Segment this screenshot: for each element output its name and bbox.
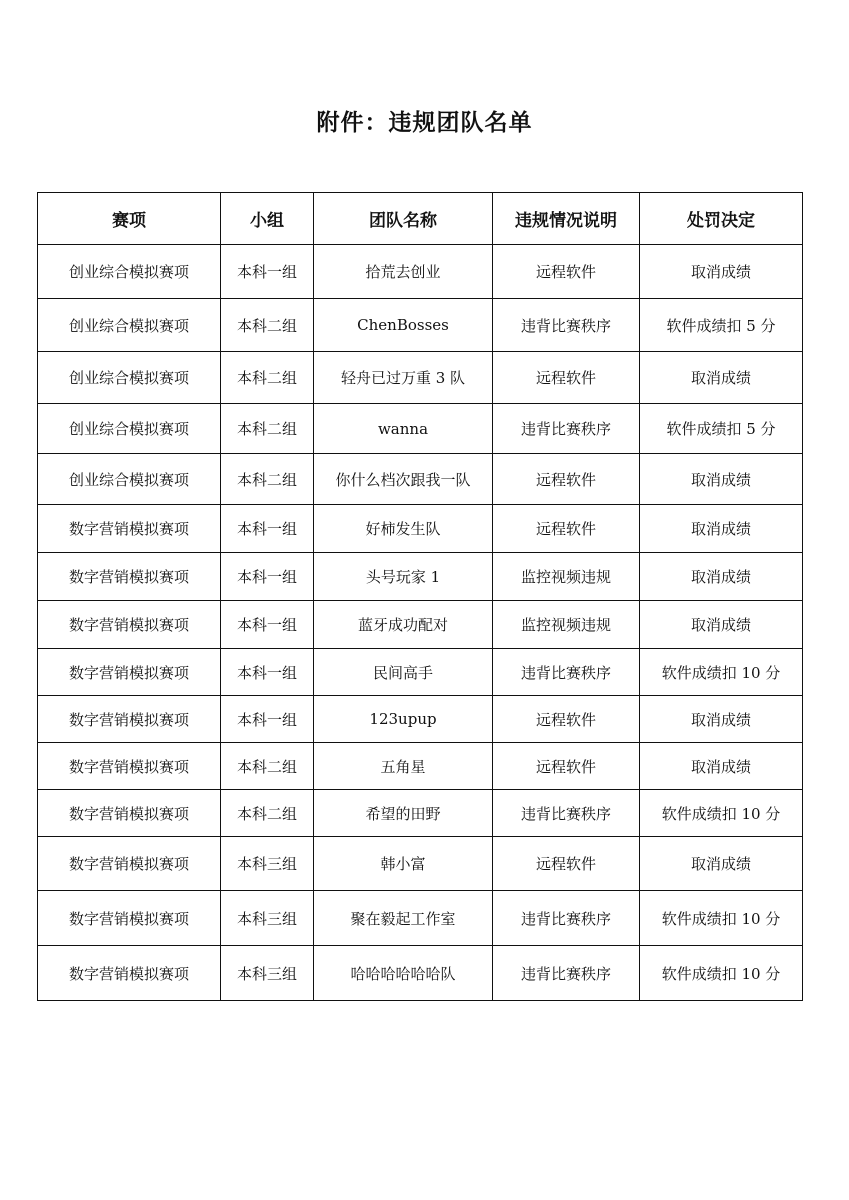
cell-violation: 违背比赛秩序 xyxy=(493,404,640,454)
cell-group: 本科一组 xyxy=(221,505,314,553)
table-row xyxy=(38,553,803,601)
cell-penalty: 取消成绩 xyxy=(640,837,803,891)
cell-team-name: 好柿发生队 xyxy=(314,505,493,553)
cell-violation: 远程软件 xyxy=(493,743,640,790)
cell-penalty: 软件成绩扣 10 分 xyxy=(640,649,803,696)
cell-team-name: 韩小富 xyxy=(314,837,493,891)
table-row xyxy=(38,837,803,891)
header-group: 小组 xyxy=(221,193,314,245)
cell-competition: 创业综合模拟赛项 xyxy=(38,299,221,352)
cell-team-name: 123upup xyxy=(314,696,493,743)
table-header xyxy=(38,193,803,245)
cell-violation: 远程软件 xyxy=(493,505,640,553)
cell-violation: 远程软件 xyxy=(493,696,640,743)
cell-group: 本科二组 xyxy=(221,404,314,454)
cell-penalty: 软件成绩扣 10 分 xyxy=(640,946,803,1001)
cell-penalty: 软件成绩扣 5 分 xyxy=(640,299,803,352)
cell-penalty: 软件成绩扣 10 分 xyxy=(640,790,803,837)
table-row xyxy=(38,404,803,454)
cell-violation: 远程软件 xyxy=(493,245,640,299)
cell-competition: 数字营销模拟赛项 xyxy=(38,553,221,601)
cell-penalty: 取消成绩 xyxy=(640,601,803,649)
cell-group: 本科一组 xyxy=(221,553,314,601)
cell-team-name: 头号玩家 1 xyxy=(314,553,493,601)
cell-violation: 远程软件 xyxy=(493,352,640,404)
cell-group: 本科一组 xyxy=(221,245,314,299)
cell-penalty: 取消成绩 xyxy=(640,454,803,505)
cell-group: 本科二组 xyxy=(221,352,314,404)
table-row xyxy=(38,601,803,649)
cell-violation: 违背比赛秩序 xyxy=(493,891,640,946)
cell-penalty: 取消成绩 xyxy=(640,696,803,743)
violating-teams-table xyxy=(37,192,803,1001)
cell-group: 本科一组 xyxy=(221,649,314,696)
cell-group: 本科二组 xyxy=(221,454,314,505)
cell-competition: 创业综合模拟赛项 xyxy=(38,404,221,454)
table-row xyxy=(38,454,803,505)
table-row xyxy=(38,299,803,352)
table-row xyxy=(38,696,803,743)
table-row xyxy=(38,352,803,404)
table-row xyxy=(38,505,803,553)
cell-violation: 远程软件 xyxy=(493,837,640,891)
header-violation: 违规情况说明 xyxy=(493,193,640,245)
cell-group: 本科二组 xyxy=(221,299,314,352)
table-row xyxy=(38,946,803,1001)
cell-team-name: 拾荒去创业 xyxy=(314,245,493,299)
cell-violation: 监控视频违规 xyxy=(493,553,640,601)
cell-team-name: 你什么档次跟我一队 xyxy=(314,454,493,505)
cell-competition: 数字营销模拟赛项 xyxy=(38,649,221,696)
cell-competition: 数字营销模拟赛项 xyxy=(38,946,221,1001)
header-penalty: 处罚决定 xyxy=(640,193,803,245)
table-row xyxy=(38,649,803,696)
cell-group: 本科三组 xyxy=(221,837,314,891)
cell-competition: 创业综合模拟赛项 xyxy=(38,245,221,299)
cell-team-name: 聚在毅起工作室 xyxy=(314,891,493,946)
cell-competition: 数字营销模拟赛项 xyxy=(38,601,221,649)
cell-team-name: 蓝牙成功配对 xyxy=(314,601,493,649)
cell-competition: 数字营销模拟赛项 xyxy=(38,891,221,946)
cell-penalty: 取消成绩 xyxy=(640,743,803,790)
cell-group: 本科三组 xyxy=(221,946,314,1001)
cell-penalty: 取消成绩 xyxy=(640,505,803,553)
cell-competition: 数字营销模拟赛项 xyxy=(38,696,221,743)
cell-team-name: 希望的田野 xyxy=(314,790,493,837)
header-row xyxy=(38,193,803,245)
cell-violation: 违背比赛秩序 xyxy=(493,946,640,1001)
cell-group: 本科二组 xyxy=(221,790,314,837)
cell-team-name: 轻舟已过万重 3 队 xyxy=(314,352,493,404)
cell-penalty: 软件成绩扣 5 分 xyxy=(640,404,803,454)
cell-competition: 创业综合模拟赛项 xyxy=(38,454,221,505)
table-row xyxy=(38,891,803,946)
cell-group: 本科一组 xyxy=(221,601,314,649)
cell-team-name: 五角星 xyxy=(314,743,493,790)
header-team-name: 团队名称 xyxy=(314,193,493,245)
cell-competition: 数字营销模拟赛项 xyxy=(38,837,221,891)
cell-penalty: 取消成绩 xyxy=(640,245,803,299)
cell-team-name: wanna xyxy=(314,404,493,454)
cell-team-name: 民间高手 xyxy=(314,649,493,696)
cell-penalty: 取消成绩 xyxy=(640,352,803,404)
table-row xyxy=(38,790,803,837)
table-row xyxy=(38,743,803,790)
cell-violation: 违背比赛秩序 xyxy=(493,649,640,696)
table-row xyxy=(38,245,803,299)
cell-violation: 远程软件 xyxy=(493,454,640,505)
cell-violation: 违背比赛秩序 xyxy=(493,299,640,352)
table-body xyxy=(38,245,803,1001)
cell-competition: 数字营销模拟赛项 xyxy=(38,790,221,837)
cell-team-name: 哈哈哈哈哈哈队 xyxy=(314,946,493,1001)
cell-group: 本科一组 xyxy=(221,696,314,743)
cell-group: 本科二组 xyxy=(221,743,314,790)
cell-group: 本科三组 xyxy=(221,891,314,946)
cell-competition: 数字营销模拟赛项 xyxy=(38,743,221,790)
document-title: 附件：违规团队名单 xyxy=(316,110,533,136)
header-competition: 赛项 xyxy=(38,193,221,245)
cell-violation: 违背比赛秩序 xyxy=(493,790,640,837)
cell-penalty: 取消成绩 xyxy=(640,553,803,601)
cell-violation: 监控视频违规 xyxy=(493,601,640,649)
cell-competition: 创业综合模拟赛项 xyxy=(38,352,221,404)
cell-team-name: ChenBosses xyxy=(314,299,493,352)
cell-penalty: 软件成绩扣 10 分 xyxy=(640,891,803,946)
cell-competition: 数字营销模拟赛项 xyxy=(38,505,221,553)
